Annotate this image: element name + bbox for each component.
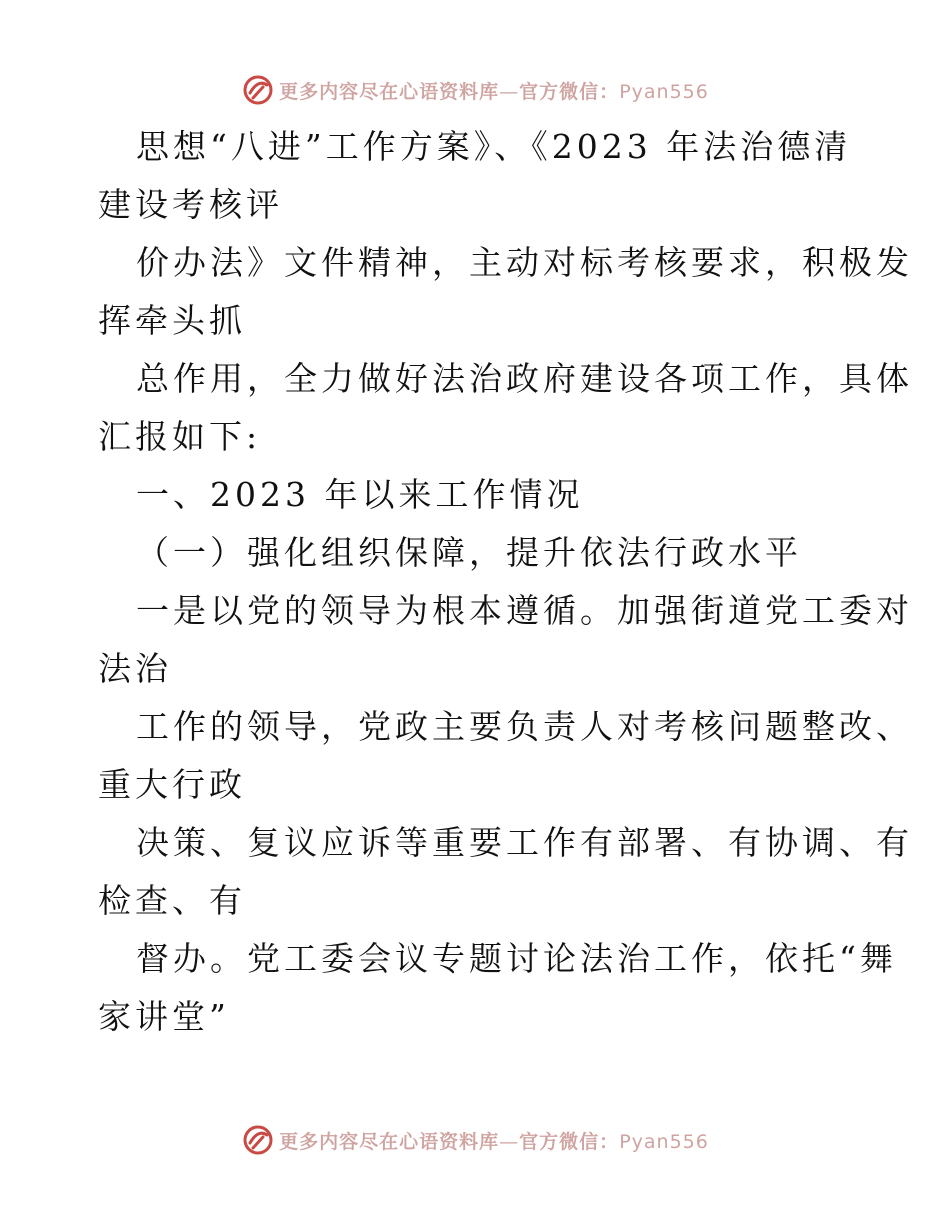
banner-wechat-id: Pyan556 [619,80,709,103]
text-line: 工作的领导，党政主要负责人对考核问题整改、 [136,707,913,746]
banner-official-label: 官方微信： [519,80,620,103]
text-line: 家讲堂” [98,997,230,1036]
text-line: 决策、复议应诉等重要工作有部署、有协调、有 [136,823,913,862]
text-line: 总作用，全力做好法治政府建设各项工作，具体 [136,359,913,398]
banner-title: 更多内容尽在心语资料库 [279,1130,500,1153]
footer-banner [0,1120,950,1160]
banner-dash: — [499,80,520,103]
text-line: 汇报如下: [98,417,262,456]
logo-icon [241,73,275,107]
text-line: 一、2023 年以来工作情况 [136,475,584,514]
text-line: 法治 [98,649,172,688]
text-line: 建设考核评 [98,185,283,224]
document-body [98,118,913,1046]
text-line: （一）强化组织保障，提升依法行政水平 [136,533,802,572]
logo-icon [241,1123,275,1157]
banner-title: 更多内容尽在心语资料库 [279,80,500,103]
text-line: 督办。党工委会议专题讨论法治工作，依托“舞 [136,939,897,978]
text-line: 检查、有 [98,881,246,920]
header-banner [0,70,950,110]
text-line: 挥牵头抓 [98,301,246,340]
banner-wechat-id: Pyan556 [619,1130,709,1153]
text-line: 价办法》文件精神，主动对标考核要求，积极发 [136,243,913,282]
banner-text [279,77,709,104]
text-line: 一是以党的领导为根本遵循。加强街道党工委对 [136,591,913,630]
banner-text [279,1127,709,1154]
text-line: 重大行政 [98,765,246,804]
banner-dash: — [499,1130,520,1153]
banner-official-label: 官方微信： [519,1130,620,1153]
text-line: 思想“八进”工作方案》、《2023 年法治德清 [136,127,852,166]
